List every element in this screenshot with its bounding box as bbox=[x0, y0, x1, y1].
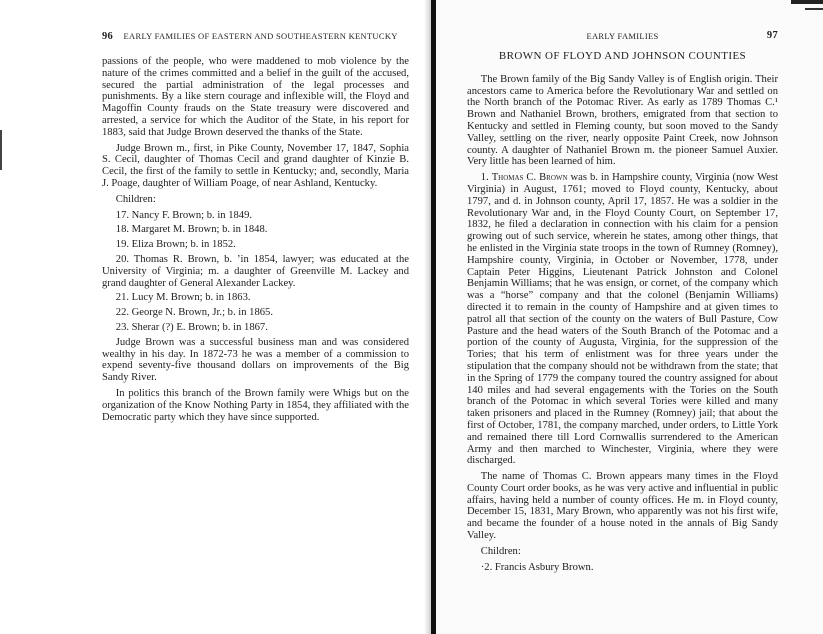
paragraph: passions of the people, who were maddened to mob violence by the nature of the crimes committed and a belief in the guilt of the accused, secured the partial administration of the legal processes and punishments. By a like stern courage and inflexible will, the Floyd and Magoffin County frauds on the State treasury were discovered and arrested, a service for which the Auditor of the State, in his report for 1883, said that Judge Brown deserved the thanks of the State. bbox=[102, 56, 409, 138]
section-title: BROWN OF FLOYD AND JOHNSON COUNTIES bbox=[498, 50, 747, 62]
gutter-shadow bbox=[424, 0, 431, 634]
paragraph: Judge Brown m., first, in Pike County, November 17, 1847, Sophia S. Cecil, daughter of Thomas Cecil and grand daughter of Kinzie B. Cecil, the first of the family to settle in Kentucky; and, secondly, Maria J. Poage, daughter of William Poage, of near Ashland, Kentucky. bbox=[102, 142, 409, 189]
right-page-body bbox=[467, 51, 778, 573]
child-entry: ·2. Francis Asbury Brown. bbox=[480, 561, 594, 573]
children-label: Children: bbox=[480, 545, 521, 557]
paragraph: The name of Thomas C. Brown appears many times in the Floyd County Court order books, as he was very active and influential in public affairs, having held a number of county offices. He m. in Floyd county, December 15, 1831, Mary Brown, who apparently was not his first wife, and became the founder of a house noted in the annals of Big Sandy Valley. bbox=[467, 471, 778, 542]
child-entry: 21. Lucy M. Brown; b. in 1863. bbox=[115, 292, 251, 304]
child-entry: 19. Eliza Brown; b. in 1852. bbox=[115, 239, 236, 251]
entry-number: 1. bbox=[480, 172, 492, 184]
left-running-head-title: EARLY FAMILIES OF EASTERN AND SOUTHEASTERN KENTUCKY bbox=[123, 31, 398, 41]
child-entry: 18. Margaret M. Brown; b. in 1848. bbox=[115, 224, 268, 236]
scan-corner-mark bbox=[805, 8, 823, 10]
child-entry: 20. Thomas R. Brown, b. ’in 1854, lawyer; was educated at the University of Virginia; m. a daughter of Greenville M. Lackey and grand daughter of General Alexander Lackey. bbox=[102, 253, 409, 289]
paragraph: Judge Brown was a successful business man and was considered wealthy in his day. In 1872-73 he was a member of a commission to expend seventy-five thousand dollars on improvements of the Big Sandy River. bbox=[102, 336, 409, 384]
scan-edge-mark bbox=[0, 130, 2, 170]
entry-text: was b. in Hampshire county, Virginia (now West Virginia) in August, 1761; moved to Floyd county, Kentucky, about 1797, and d. in Johnson county, April 17, 1857. He was a soldier in the Revolutionary War and, in the Floyd County Court, on September 17, 1832, he filed a declaration in connection with his claim for a pension growing out of such service, wherein he states, among other things, that he enlisted in the Virginia state troops in the town of Rumney (Romney), Hampshire county, Virginia, in October or November, 1778, under Captain Peter Higgins, Lieutenant Patrick Johnston and Colonel Benjamin Williams; that he was ensign, or cornet, of the company which was a “horse” company and that the colonel (Benjamin Williams) directed it to remain in the county of Hampshire and at given times to patrol all that section of the county on the waters of Bull Pasture, Cow Pasture and the head waters of the South Branch of the Potomac and a portion of the county of Augusta, Virginia, for the suppression of the Tories; that his term of enlistment was for three years under the stipulation that the company should not be withdrawn from the state; that in the Spring of 1779 the company toured the country assigned for about 140 miles and had several engagements with the Tories on the South branch of the Potomac in which several Tories were killed and many taken prisoners and placed in the Rumney (Romney) jail; that about the first of October, 1781, the company marched, under orders, to Little York and remained there till Lord Cornwallis surrendered to the American Army and then marched to Winchester, Virginia, where they were discharged. bbox=[467, 172, 779, 467]
child-entry: 23. Sherar (?) E. Brown; b. in 1867. bbox=[115, 321, 268, 333]
entry-name: Thomas C. Brown bbox=[491, 172, 568, 184]
paragraph: In politics this branch of the Brown family were Whigs but on the organization of the Know Nothing Party in 1854, they affiliated with the Democratic party which they have since supported. bbox=[102, 387, 409, 423]
paragraph: The Brown family of the Big Sandy Valley is of English origin. Their ancestors came to America before the Revolutionary War and settled on the North branch of the Potomac River. As early as 1789 Thomas C.¹ Brown and Nathaniel Brown, brothers, emigrated from that section to Kentucky and settled in Fleming county, but soon moved to the Sandy Valley, settling on the river, nearly opposite Paint Creek, now Johnson county. A daughter of Nathaniel Brown m. the pioneer Samuel Auxier. Very little has been learned of him. bbox=[467, 73, 778, 168]
left-page-number: 96 bbox=[102, 31, 114, 42]
scan-corner-mark bbox=[791, 0, 823, 4]
left-running-head bbox=[102, 31, 409, 42]
child-entry: 22. George N. Brown, Jr.; b. in 1865. bbox=[115, 307, 273, 319]
left-page-body bbox=[102, 56, 409, 423]
children-label: Children: bbox=[115, 193, 156, 205]
paragraph-entry-1 bbox=[467, 172, 778, 467]
right-running-head bbox=[467, 31, 778, 41]
right-page-number: 97 bbox=[766, 30, 778, 41]
right-page bbox=[436, 0, 823, 634]
child-entry: 17. Nancy F. Brown; b. in 1849. bbox=[115, 209, 253, 221]
right-running-head-title: EARLY FAMILIES bbox=[586, 31, 659, 41]
